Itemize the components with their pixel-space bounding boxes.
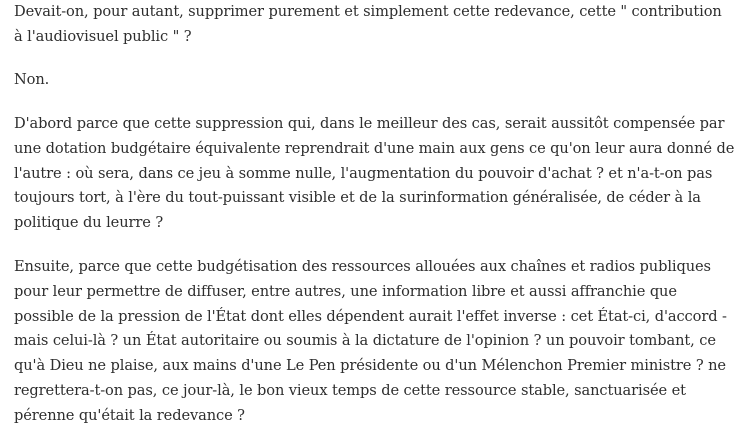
text-line: mais celui-là ? un État autoritaire ou soumis à la dictature de l'opinion ? un pouvoir tombant, ce: [14, 332, 716, 350]
text-line: Non.: [14, 71, 50, 89]
paragraph-answer: [14, 68, 646, 93]
text-line: toujours tort, à l'ère du tout-puissant visible et de la surinformation généralisée, de céder à la: [14, 189, 701, 207]
text-line: possible de la pression de l'État dont elles dépendent aurait l'effet inverse : cet État-ci, d'accord -: [14, 307, 727, 325]
text-line: politique du leurre ?: [14, 214, 164, 232]
paragraph-question: [14, 0, 722, 50]
text-line: une dotation budgétaire équivalente reprendrait d'une main aux gens ce qu'on leur aura donné de: [14, 139, 734, 157]
paragraph-first-argument: [14, 112, 734, 237]
text-line: Ensuite, parce que cette budgétisation des ressources allouées aux chaînes et radios publiques: [14, 257, 711, 275]
text-line: Devait-on, pour autant, supprimer purement et simplement cette redevance, cette " contribution: [14, 3, 722, 20]
text-line: regrettera-t-on pas, ce jour-là, le bon vieux temps de cette ressource stable, sanctuarisée et: [14, 382, 686, 400]
text-line: à l'audiovisuel public " ?: [14, 27, 192, 45]
text-line: D'abord parce que cette suppression qui, dans le meilleur des cas, serait aussitôt compensée par: [14, 114, 725, 132]
paragraph-second-argument: [14, 255, 727, 429]
article-body: [14, 0, 734, 448]
text-line: pérenne qu'était la redevance ?: [14, 407, 245, 425]
text-line: qu'à Dieu ne plaise, aux mains d'une Le Pen présidente ou d'un Mélenchon Premier ministre ? ne: [14, 357, 726, 375]
text-line: l'autre : où sera, dans ce jeu à somme nulle, l'augmentation du pouvoir d'achat ? et n'a-t-on pas: [14, 164, 713, 182]
text-line: pour leur permettre de diffuser, entre autres, une information libre et aussi affranchie que: [14, 282, 677, 300]
